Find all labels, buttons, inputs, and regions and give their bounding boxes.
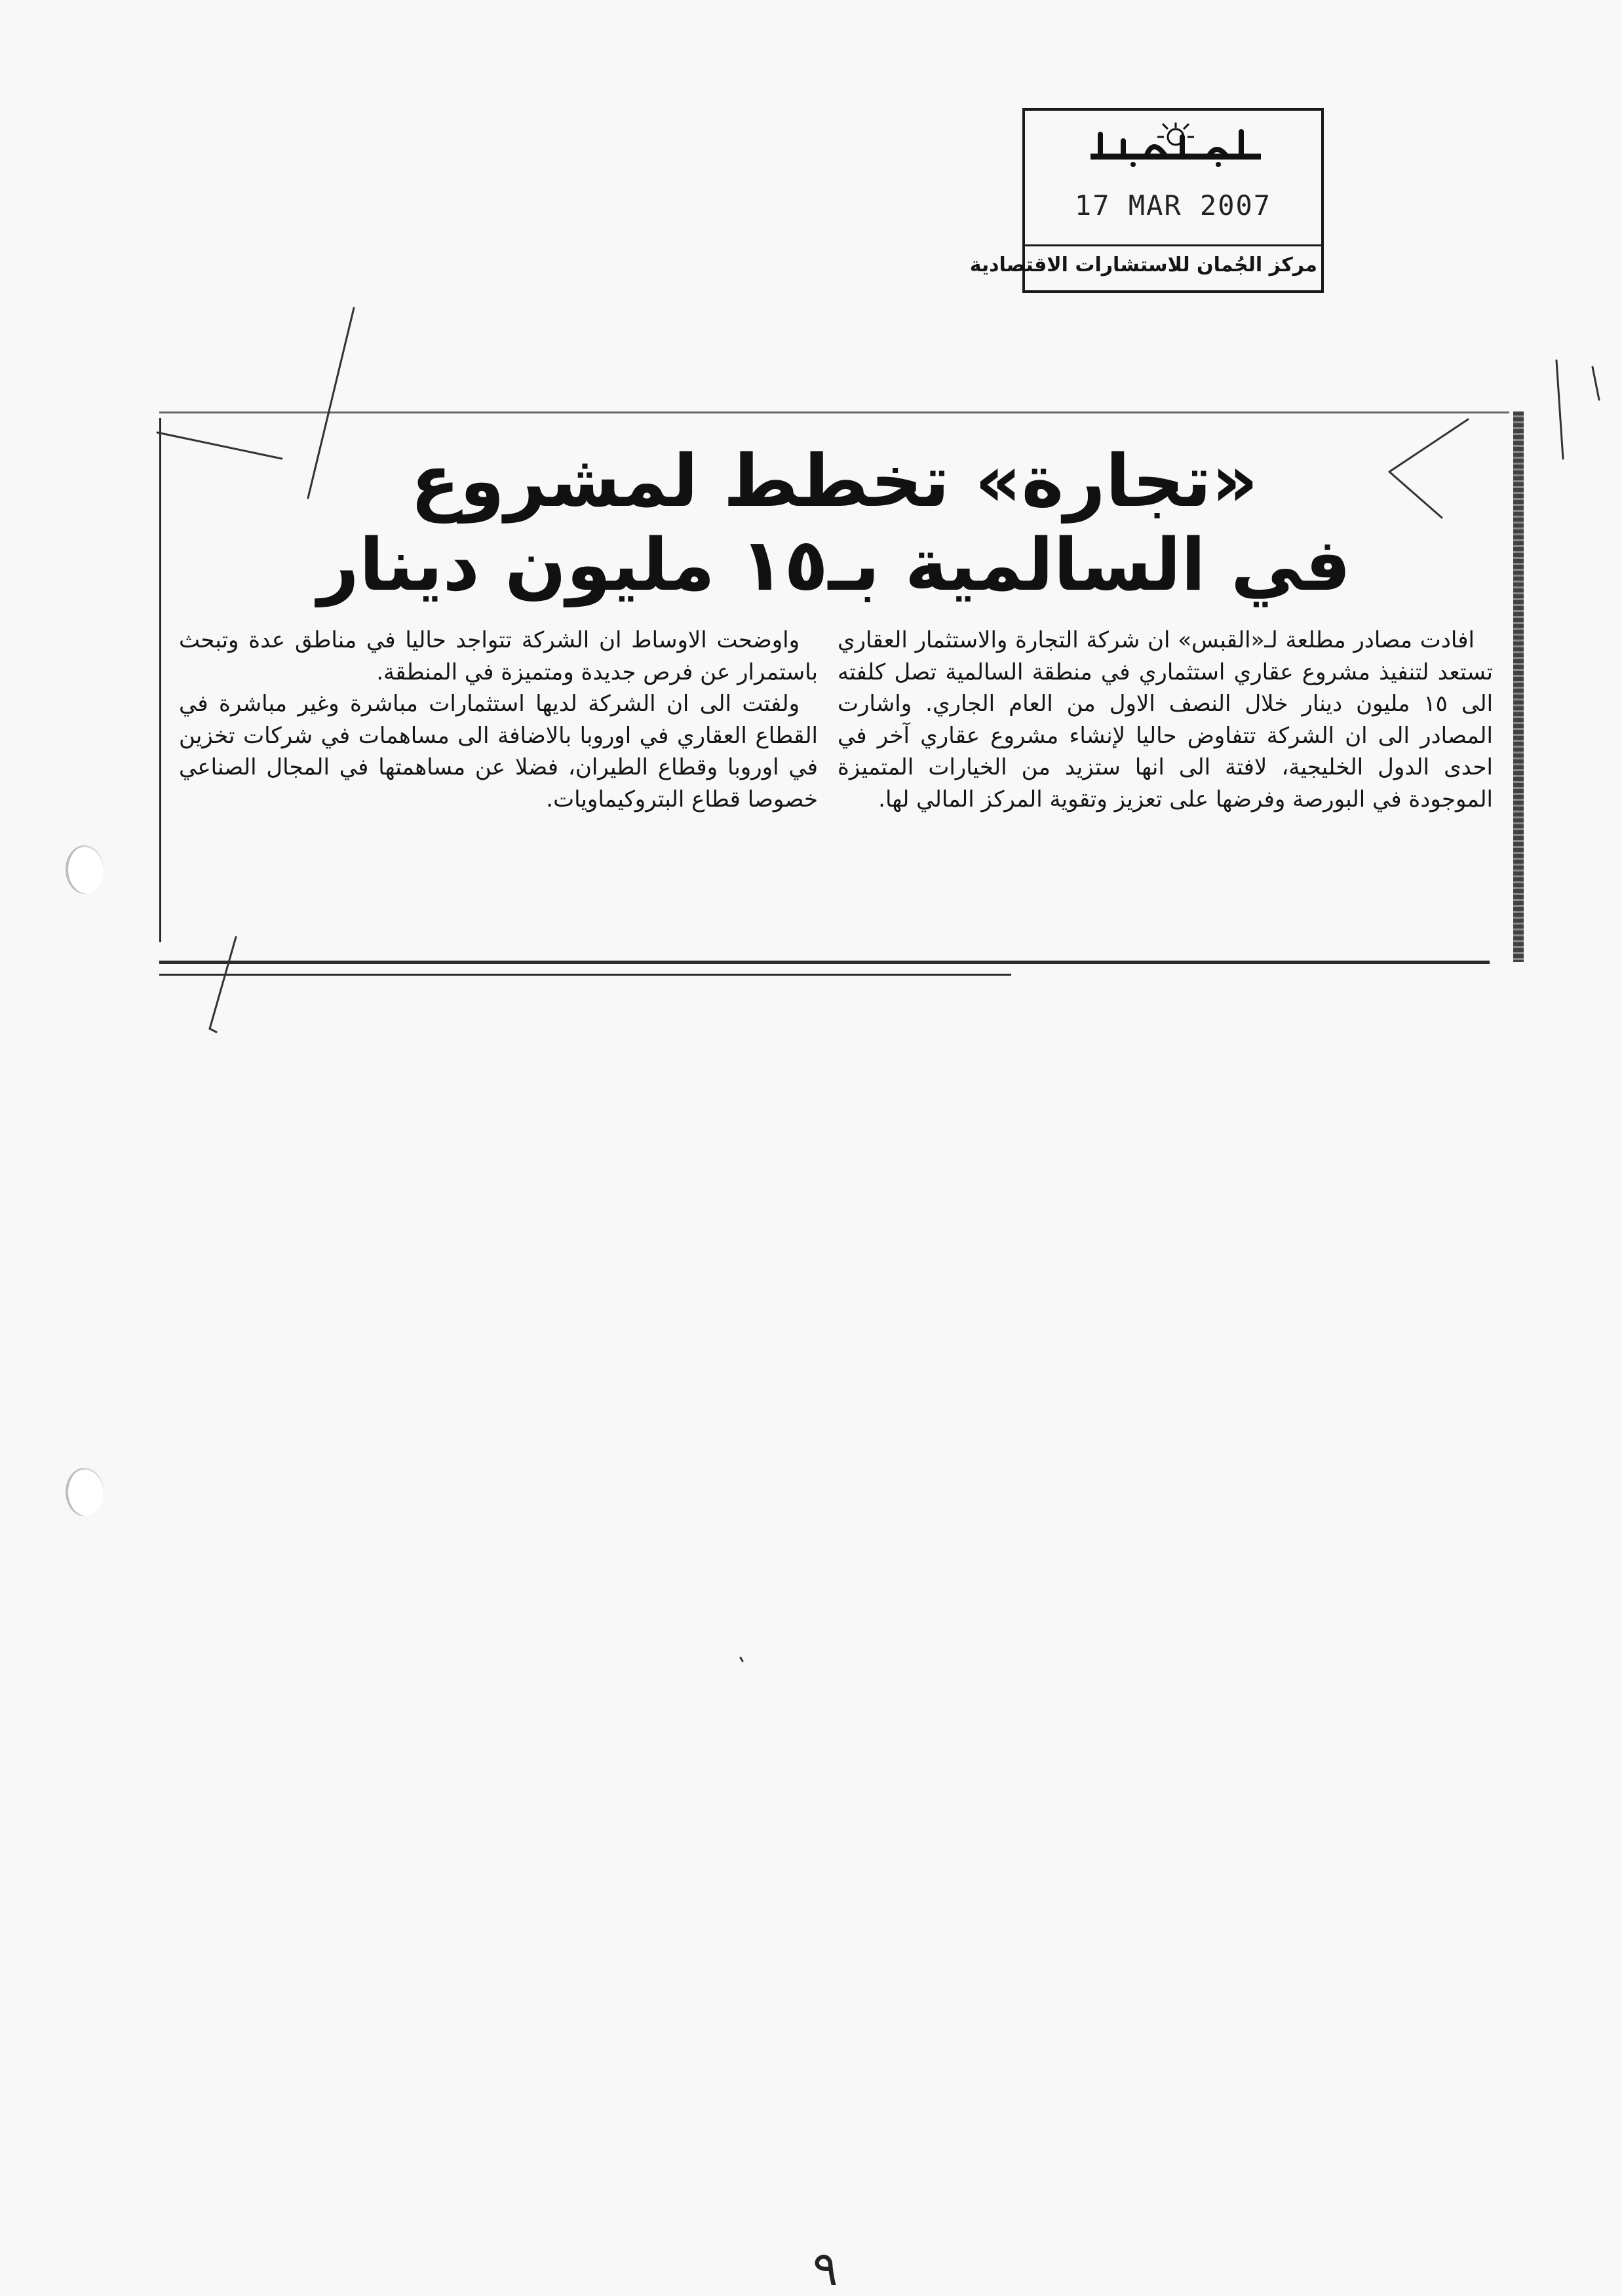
stamp-organization: مركز الجُمان للاستشارات الاقتصادية (969, 254, 1317, 277)
punch-hole (66, 845, 104, 894)
headline-line-2: في السالمية بـ١٥ مليون دينار (317, 523, 1351, 607)
top-rule (159, 411, 1509, 413)
newspaper-stamp (969, 108, 1324, 293)
article-clipping (159, 411, 1509, 955)
paragraph: ولفتت الى ان الشركة لديها استثمارات مباشرة وغير مباشرة في القطاع العقاري في اوروبا بالاضافة الى مساهمات في شركات تخزين في اوروبا وقطاع الطيران، فضلا عن مساهمتها في المجال الصناعي خصوصا قطاع البتروكيماويات. (179, 691, 818, 813)
bottom-rule-thin (159, 974, 1011, 976)
article-column-left (179, 624, 818, 815)
paragraph: واوضحت الاوساط ان الشركة تتواجد حاليا في مناطق عدة وتبحث باستمرار عن فرص جديدة ومتميزة في المنطقة. (179, 627, 818, 685)
right-border (1513, 411, 1524, 962)
article-column-right (838, 624, 1493, 815)
punch-hole (66, 1468, 104, 1516)
newspaper-logo-icon (1084, 123, 1267, 168)
headline-line-1: «تجارة» تخطط لمشروع (410, 439, 1258, 523)
paragraph: افادت مصادر مطلعة لـ«القبس» ان شركة التجارة والاستثمار العقاري تستعد لتنفيذ مشروع عقاري استثماري في منطقة السالمية تصل كلفته الى ١٥ مليون دينار خلال النصف الاول من العام الجاري. واشارت المصادر الى ان الشركة تتفاوض حاليا لإنشاء مشروع عقاري آخر في احدى الدول الخليجية، لافتة الى انها ستزيد من الخيارات المتميزة الموجودة في البورصة وفرضها على تعزيز وتقوية المركز المالي لها. (838, 627, 1494, 813)
page-number: ٩ (813, 2241, 838, 2296)
stamp-date: 17 MAR 2007 (1074, 189, 1272, 221)
stamp-divider (1025, 244, 1321, 246)
bottom-rule (159, 961, 1490, 964)
